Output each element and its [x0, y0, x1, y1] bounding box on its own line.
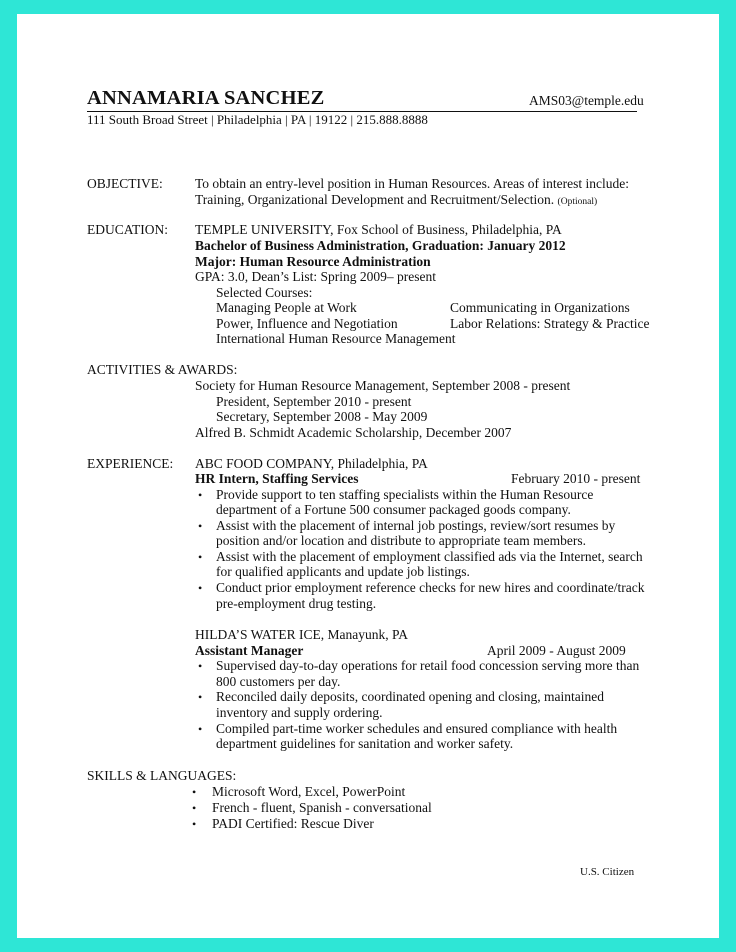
bullet-text: pre-employment drug testing.	[216, 596, 377, 611]
bullet-icon: •	[198, 722, 203, 736]
objective-text: Training, Organizational Development and Recruitment/Selection.	[195, 192, 555, 207]
bullet-text: inventory and supply ordering.	[216, 705, 383, 720]
degree: Bachelor of Business Administration, Graduation: January 2012	[195, 238, 566, 253]
course-item: International Human Resource Management	[216, 331, 456, 346]
bullet-text: Compiled part-time worker schedules and ensured compliance with health	[216, 721, 618, 736]
optional-note: (Optional)	[557, 197, 598, 207]
bullet-icon: •	[198, 550, 203, 564]
job-title: Assistant Manager	[195, 643, 304, 658]
job-title: HR Intern, Staffing Services	[195, 471, 359, 486]
bullet-text: Supervised day-to-day operations for retail food concession serving more than	[216, 658, 640, 673]
activity-line: Alfred B. Schmidt Academic Scholarship, December 2007	[195, 425, 512, 440]
course-item: Labor Relations: Strategy & Practice	[450, 316, 650, 331]
experience-heading: EXPERIENCE:	[87, 456, 174, 471]
bullet-text: 800 customers per day.	[216, 674, 341, 689]
bullet-icon: •	[192, 801, 197, 815]
bullet-icon: •	[192, 785, 197, 799]
courses-label: Selected Courses:	[216, 285, 313, 300]
bullet-text: position and/or location and distribute to appropriate team members.	[216, 533, 587, 548]
resume-page	[17, 14, 719, 938]
course-item: Managing People at Work	[216, 300, 357, 315]
activity-line: President, September 2010 - present	[216, 394, 412, 409]
job-dates: February 2010 - present	[511, 471, 641, 486]
bullet-icon: •	[192, 817, 197, 831]
contact-address: 111 South Broad Street | Philadelphia | PA | 19122 | 215.888.8888	[87, 112, 428, 127]
job-dates: April 2009 - August 2009	[487, 643, 626, 658]
skill-item: French - fluent, Spanish - conversational	[212, 800, 432, 815]
bullet-icon: •	[198, 488, 203, 502]
gpa: GPA: 3.0, Dean’s List: Spring 2009– present	[195, 269, 436, 284]
bullet-icon: •	[198, 581, 203, 595]
objective-line-1: To obtain an entry-level position in Human Resources. Areas of interest include:	[195, 176, 629, 191]
major: Major: Human Resource Administration	[195, 254, 431, 269]
skill-item: PADI Certified: Rescue Diver	[212, 816, 374, 831]
course-item: Power, Influence and Negotiation	[216, 316, 398, 331]
activities-heading: ACTIVITIES & AWARDS:	[87, 362, 238, 377]
bullet-icon: •	[198, 519, 203, 533]
citizenship-note: U.S. Citizen	[580, 866, 635, 878]
job-company: HILDA’S WATER ICE, Manayunk, PA	[195, 627, 409, 642]
bullet-text: Conduct prior employment reference checks for new hires and coordinate/track	[216, 580, 645, 595]
job-company: ABC FOOD COMPANY, Philadelphia, PA	[195, 456, 428, 471]
candidate-name: ANNAMARIA SANCHEZ	[87, 87, 325, 109]
email-address: AMS03@temple.edu	[529, 93, 644, 108]
bullet-text: Reconciled daily deposits, coordinated opening and closing, maintained	[216, 689, 605, 704]
bullet-text: Assist with the placement of internal job postings, review/sort resumes by	[216, 518, 616, 533]
bullet-text: department of a Fortune 500 consumer packaged goods company.	[216, 502, 571, 517]
course-item: Communicating in Organizations	[450, 300, 630, 315]
school-name: TEMPLE UNIVERSITY, Fox School of Business, Philadelphia, PA	[195, 222, 562, 237]
activity-line: Secretary, September 2008 - May 2009	[216, 409, 428, 424]
bullet-text: Provide support to ten staffing specialists within the Human Resource	[216, 487, 594, 502]
bullet-text: for qualified applicants and update job listings.	[216, 564, 470, 579]
bullet-icon: •	[198, 690, 203, 704]
bullet-icon: •	[198, 659, 203, 673]
objective-heading: OBJECTIVE:	[87, 176, 163, 191]
activity-line: Society for Human Resource Management, September 2008 - present	[195, 378, 571, 393]
skill-item: Microsoft Word, Excel, PowerPoint	[212, 784, 406, 799]
bullet-text: department guidelines for sanitation and worker safety.	[216, 736, 514, 751]
objective-line-2	[195, 193, 597, 208]
education-heading: EDUCATION:	[87, 222, 168, 237]
skills-heading: SKILLS & LANGUAGES:	[87, 768, 237, 783]
bullet-text: Assist with the placement of employment classified ads via the Internet, search	[216, 549, 643, 564]
